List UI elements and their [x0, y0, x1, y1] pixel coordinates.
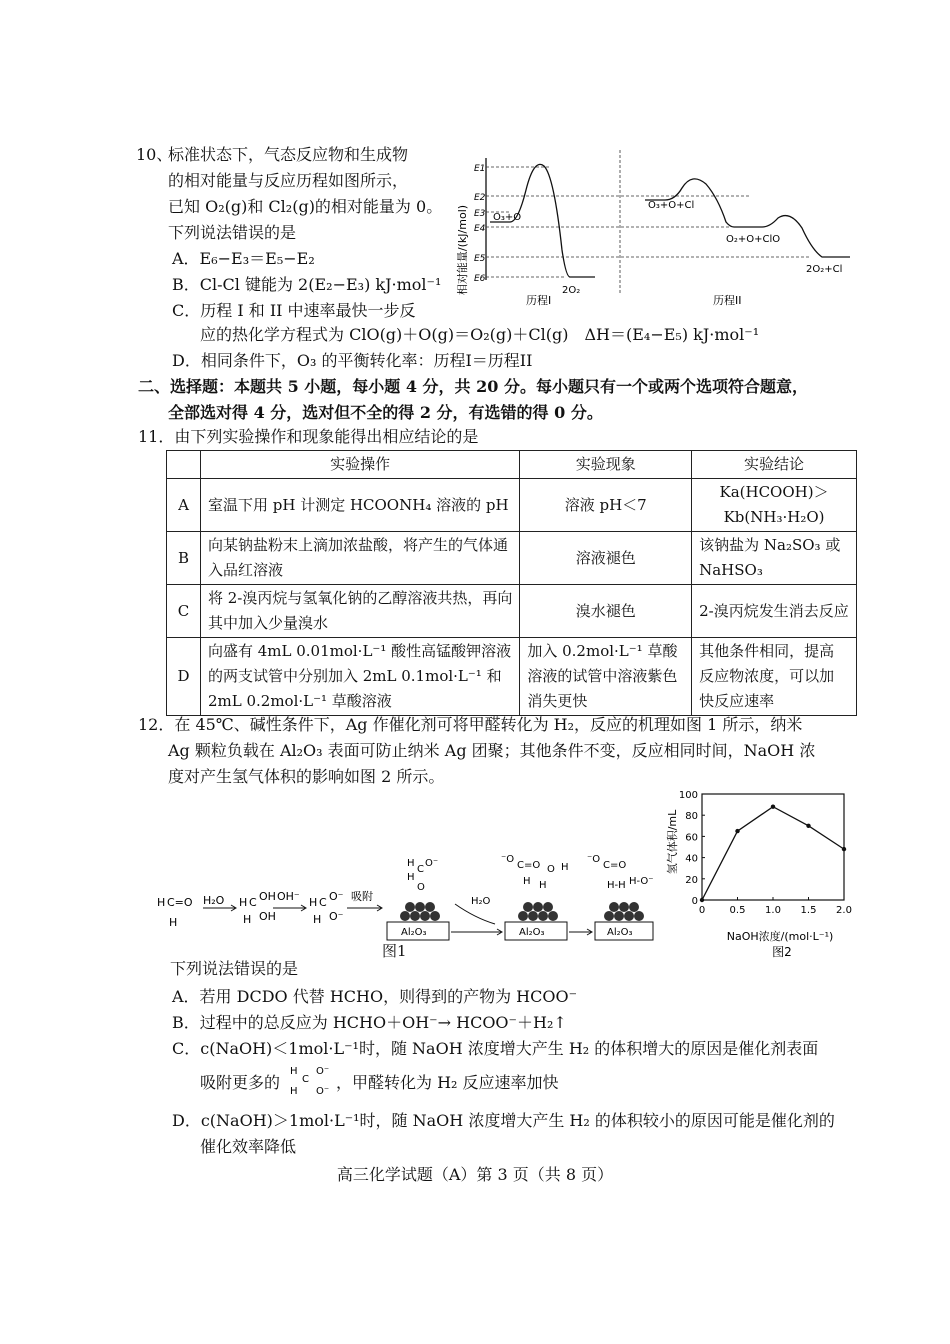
q10-stem-3: 已知 O₂(g)和 Cl₂(g)的相对能量为 0。: [168, 197, 443, 216]
svg-text:H-O⁻: H-O⁻: [629, 876, 654, 887]
q11-table: [166, 450, 857, 716]
q12-stem-2: Ag 颗粒负载在 Al₂O₃ 表面可防止纳米 Ag 团聚；其他条件不变，反应相同时间，NaOH 浓: [168, 741, 816, 760]
row-label: A: [167, 479, 201, 532]
level-e2: E2: [474, 193, 486, 203]
svg-text:H: H: [407, 872, 415, 883]
section2-line-2: 全部选对得 4 分，选对但不全的得 2 分，有选错的得 0 分。: [168, 403, 603, 422]
row-label: D: [167, 638, 201, 716]
q10-stem-2: 的相对能量与反应历程如图所示，: [168, 171, 409, 190]
chart-point: [700, 898, 704, 902]
svg-text:H: H: [407, 858, 415, 869]
page-footer: 高三化学试题（A）第 3 页（共 8 页）: [336, 1165, 614, 1184]
svg-text:H: H: [290, 1086, 298, 1097]
methanediolate-structure: [288, 1060, 336, 1100]
row-op: 室温下用 pH 计测定 HCOONH₄ 溶液的 pH: [200, 479, 519, 532]
row-phen: 溴水褪色: [520, 585, 692, 638]
q12-option-d2: 催化效率降低: [200, 1137, 297, 1156]
svg-text:O⁻: O⁻: [316, 1086, 330, 1097]
table-row: [167, 585, 857, 638]
h2-volume-chart: [660, 782, 860, 972]
x-tick-label: 0.5: [729, 905, 746, 916]
row-phen: 加入 0.2mol·L⁻¹ 草酸溶液的试管中溶液紫色消失更快: [520, 638, 692, 716]
x-tick-label: 2.0: [836, 905, 852, 916]
path1-name: 历程I: [526, 294, 552, 307]
chart-ylabel: 氢气体积/mL: [666, 809, 679, 875]
y-tick-label: 100: [678, 790, 698, 801]
y-tick-label: 40: [685, 853, 698, 865]
svg-text:C: C: [302, 1074, 309, 1085]
y-tick-label: 0: [691, 896, 698, 907]
path2-start-label: O₃+O+Cl: [648, 200, 695, 211]
svg-text:O⁻: O⁻: [329, 910, 344, 923]
row-label: C: [167, 585, 201, 638]
chart-point: [735, 829, 739, 833]
svg-text:C: C: [249, 896, 257, 909]
row-concl: 其他条件相同，提高反应物浓度，可以加快反应速率: [692, 638, 857, 716]
path1-start-label: O₃+O: [493, 212, 522, 223]
svg-text:O: O: [417, 882, 425, 893]
q12-stem-3: 度对产生氢气体积的影响如图 2 所示。: [168, 767, 445, 786]
svg-text:C=O: C=O: [517, 860, 541, 871]
q11-header-op: 实验操作: [200, 451, 519, 479]
svg-text:C=O: C=O: [603, 860, 627, 871]
level-e5: E5: [474, 254, 486, 264]
path1-end-label: 2O₂: [562, 285, 581, 296]
q10-option-d: D．相同条件下，O₃ 的平衡转化率：历程I＝历程II: [172, 351, 533, 370]
table-row: [167, 479, 857, 532]
row-op: 向某钠盐粉末上滴加浓盐酸，将产生的气体通入品红溶液: [200, 532, 519, 585]
y-tick-label: 80: [685, 811, 698, 823]
level-e1: E1: [474, 164, 486, 174]
q11-header-phen: 实验现象: [520, 451, 692, 479]
table-row: [167, 638, 857, 716]
q12-option-a: A．若用 DCDO 代替 HCHO，则得到的产物为 HCOO⁻: [172, 987, 578, 1006]
q12-option-b: B．过程中的总反应为 HCHO＋OH⁻→ HCOO⁻＋H₂↑: [172, 1013, 567, 1032]
row-phen: 溶液褪色: [520, 532, 692, 585]
x-tick-label: 1.5: [800, 905, 817, 916]
h2o-label-2: H₂O: [471, 896, 491, 907]
q12-option-d1: D．c(NaOH)＞1mol·L⁻¹时，随 NaOH 浓度增大产生 H₂ 的体积较小的原因可能是催化剂的: [172, 1111, 835, 1130]
support-label-2: Al₂O₃: [519, 927, 545, 938]
row-phen: 溶液 pH＜7: [520, 479, 692, 532]
adsorb-label: 吸附: [351, 890, 373, 903]
chart-point: [842, 847, 846, 851]
row-op: 将 2-溴丙烷与氢氧化钠的乙醇溶液共热，再向其中加入少量溴水: [200, 585, 519, 638]
y-tick-label: 60: [685, 832, 698, 844]
energy-ylabel: 相对能量/(kJ/mol): [456, 204, 469, 296]
svg-text:⁻O: ⁻O: [587, 854, 601, 865]
q10-stem-4: 下列说法错误的是: [168, 223, 297, 242]
q10-option-b: B．Cl-Cl 键能为 2(E₂−E₃) kJ·mol⁻¹: [172, 275, 442, 294]
svg-text:C: C: [319, 896, 327, 909]
x-tick-label: 1.0: [765, 905, 781, 916]
chart-point: [771, 805, 775, 809]
energy-diagram: [450, 150, 860, 310]
svg-text:H: H: [290, 1066, 298, 1077]
chart-title: 图2: [772, 945, 792, 959]
row-concl: 该钠盐为 Na₂SO₃ 或 NaHSO₃: [692, 532, 857, 585]
svg-text:C=O: C=O: [167, 896, 193, 909]
svg-text:O: O: [547, 864, 555, 875]
fig1-caption: 图1: [382, 942, 407, 960]
q11-stem: 11．由下列实验操作和现象能得出相应结论的是: [138, 427, 479, 446]
q12-stem-1: 12．在 45℃、碱性条件下，Ag 作催化剂可将甲醛转化为 H₂，反应的机理如图 1 所示，纳米: [138, 715, 803, 734]
path2-end-label: 2O₂+Cl: [806, 264, 843, 275]
svg-text:O⁻: O⁻: [329, 890, 344, 903]
svg-text:H: H: [239, 896, 248, 909]
chart-xlabel: NaOH浓度/(mol·L⁻¹): [726, 930, 834, 943]
svg-text:OH: OH: [259, 890, 276, 903]
svg-text:OH⁻: OH⁻: [277, 890, 300, 903]
row-concl: 2-溴丙烷发生消去反应: [692, 585, 857, 638]
svg-text:H: H: [523, 876, 531, 887]
svg-text:O⁻: O⁻: [425, 858, 439, 869]
svg-text:H-H: H-H: [607, 880, 626, 891]
x-tick-label: 0: [698, 905, 706, 916]
level-e4: E4: [474, 224, 486, 234]
path2-name: 历程II: [713, 294, 742, 307]
section2-line-1: 二、选择题：本题共 5 小题，每小题 4 分，共 20 分。每小题只有一个或两个选项符合题意，: [138, 377, 808, 396]
path2-mid-label: O₂+O+ClO: [726, 234, 781, 245]
svg-text:H: H: [539, 880, 547, 891]
row-label: B: [167, 532, 201, 585]
q12-option-c2b: ，甲醛转化为 H₂ 反应速率加快: [336, 1073, 559, 1092]
svg-text:H: H: [561, 862, 569, 873]
q12-option-c2a: 吸附更多的: [200, 1073, 281, 1092]
chart-point: [806, 824, 810, 828]
q10-number: 10、: [136, 145, 173, 164]
q10-option-c1: C．历程 I 和 II 中速率最快一步反: [172, 301, 416, 320]
svg-text:OH: OH: [259, 910, 276, 923]
svg-text:H: H: [157, 896, 166, 909]
row-op: 向盛有 4mL 0.01mol·L⁻¹ 酸性高锰酸钾溶液的两支试管中分别加入 2mL 0.1mol·L⁻¹ 和 2mL 0.2mol·L⁻¹ 草酸溶液: [200, 638, 519, 716]
q11-header-blank: [167, 451, 201, 479]
q12-option-c1: C．c(NaOH)＜1mol·L⁻¹时，随 NaOH 浓度增大产生 H₂ 的体积增大的原因是催化剂表面: [172, 1039, 819, 1058]
h2o-label-1: H₂O: [203, 894, 225, 907]
q10-option-c2: 应的热化学方程式为 ClO(g)＋O(g)＝O₂(g)＋Cl(g) ΔH＝(E₄−E₅) kJ·mol⁻¹: [200, 325, 760, 344]
chart-series-line: [702, 807, 844, 900]
q10-stem-1: 标准状态下，气态反应物和生成物: [168, 145, 409, 164]
q12-question: 下列说法错误的是: [170, 959, 299, 978]
support-label-1: Al₂O₃: [401, 927, 427, 938]
y-tick-label: 20: [685, 874, 698, 886]
svg-text:O⁻: O⁻: [316, 1066, 330, 1077]
svg-text:H: H: [243, 913, 252, 926]
level-e6: E6: [474, 274, 486, 284]
q10-option-a: A．E₆−E₃＝E₅−E₂: [172, 249, 315, 268]
q11-header-concl: 实验结论: [692, 451, 857, 479]
svg-text:H: H: [309, 896, 318, 909]
row-concl: Ka(HCOOH)＞Kb(NH₃·H₂O): [692, 479, 857, 532]
level-e3: E3: [474, 209, 486, 219]
svg-text:H: H: [169, 916, 178, 929]
support-label-3: Al₂O₃: [607, 927, 633, 938]
chart-frame: [702, 794, 844, 900]
svg-text:C: C: [417, 864, 424, 875]
table-row: [167, 532, 857, 585]
svg-text:H: H: [313, 913, 322, 926]
svg-text:⁻O: ⁻O: [501, 854, 515, 865]
q11-header-row: [167, 451, 857, 479]
